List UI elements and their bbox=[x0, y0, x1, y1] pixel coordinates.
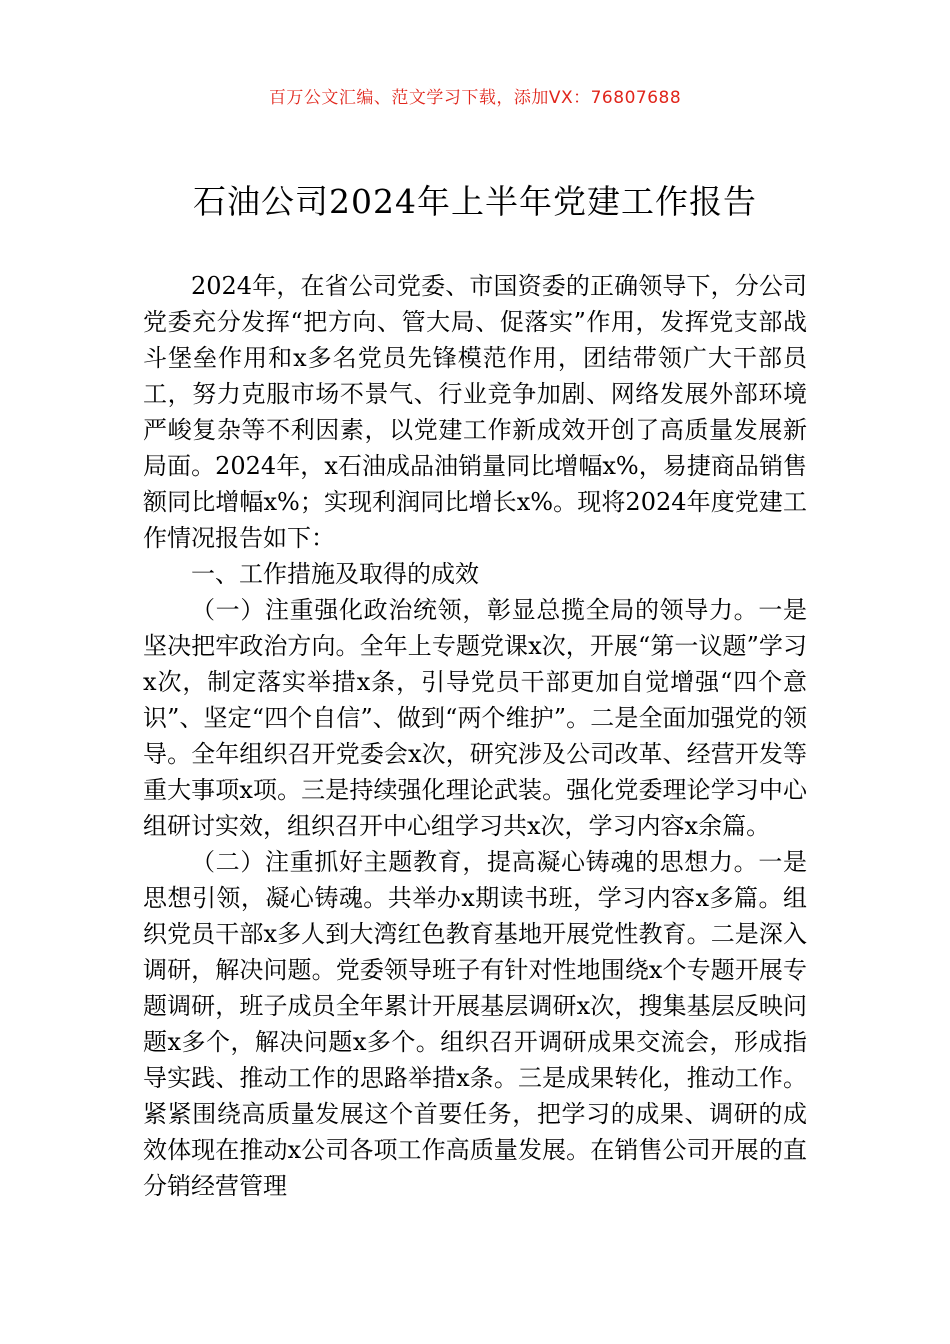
document-title: 石油公司2024年上半年党建工作报告 bbox=[193, 182, 757, 221]
intro-paragraph: 2024年，在省公司党委、市国资委的正确领导下，分公司党委充分发挥“把方向、管大局、促落实”作用，发挥党支部战斗堡垒作用和x多名党员先锋模范作用，团结带领广大干部员工，努力克服市场不景气、行业竞争加剧、网络发展外部环境严峻复杂等不利因素，以党建工作新成效开创了高质量发展新局面。2024年，x石油成品油销量同比增幅x%，易捷商品销售额同比增幅x%；实现利润同比增长x%。现将2024年度党建工作情况报告如下： bbox=[143, 272, 807, 552]
section-heading: 一、工作措施及取得的成效 bbox=[191, 560, 479, 588]
watermark-banner: 百万公文汇编、范文学习下载，添加VX：76807688 bbox=[268, 88, 682, 108]
body-paragraph: （一）注重强化政治统领，彰显总揽全局的领导力。一是坚决把牢政治方向。全年上专题党课x次，开展“第一议题”学习x次，制定落实举措x条，引导党员干部更加自觉增强“四个意识”、坚定“四个自信”、做到“两个维护”。二是全面加强党的领导。全年组织召开党委会x次，研究涉及公司改革、经营开发等重大事项x项。三是持续强化理论武装。强化党委理论学习中心组研讨实效，组织召开中心组学习共x次，学习内容x余篇。 bbox=[143, 596, 807, 840]
body-paragraph: （二）注重抓好主题教育，提高凝心铸魂的思想力。一是思想引领，凝心铸魂。共举办x期读书班，学习内容x多篇。组织党员干部x多人到大湾红色教育基地开展党性教育。二是深入调研，解决问题。党委领导班子有针对性地围绕x个专题开展专题调研，班子成员全年累计开展基层调研x次，搜集基层反映问题x多个，解决问题x多个。组织召开调研成果交流会，形成指导实践、推动工作的思路举措x条。三是成果转化，推动工作。紧紧围绕高质量发展这个首要任务，把学习的成果、调研的成效体现在推动x公司各项工作高质量发展。在销售公司开展的直分销经营管理 bbox=[143, 848, 807, 1200]
document-body bbox=[143, 268, 807, 1204]
